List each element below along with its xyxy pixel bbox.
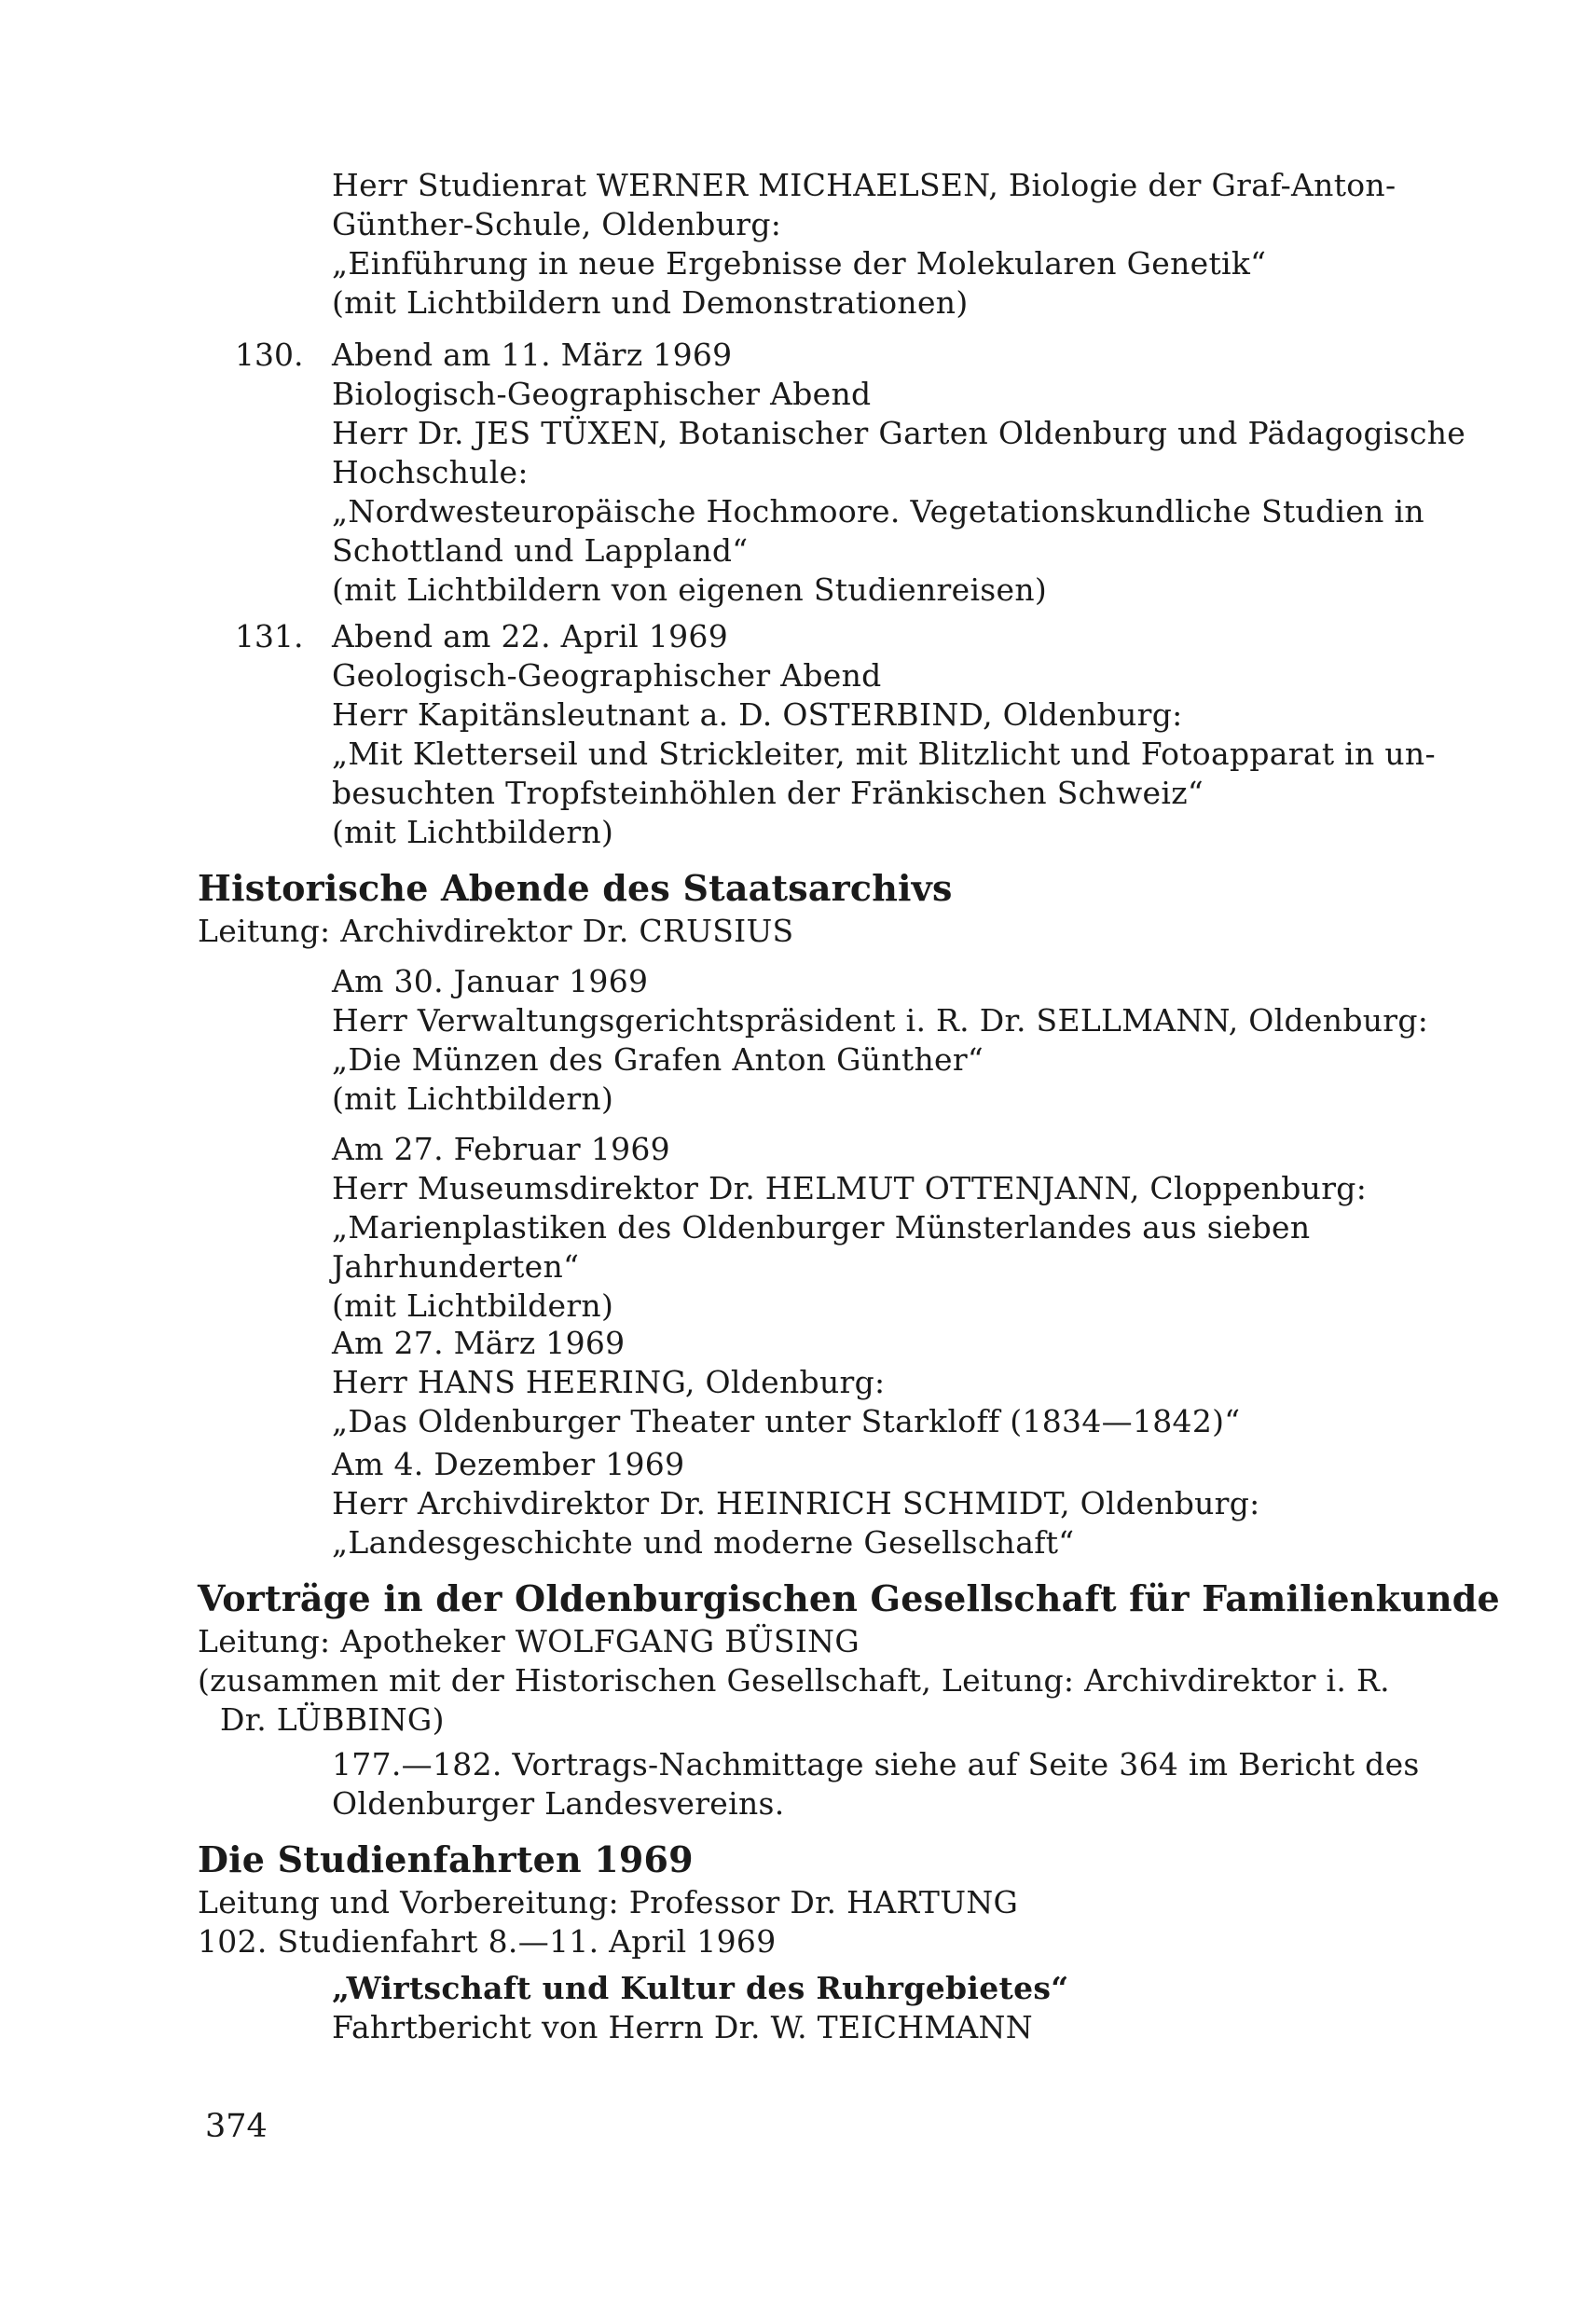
entry-line: „Nordwesteuropäische Hochmoore. Vegetationskundliche Studien in bbox=[332, 493, 1424, 530]
entry-line: „Das Oldenburger Theater unter Starkloff (1834—1842)“ bbox=[332, 1403, 1241, 1439]
section-line: (zusammen mit der Historischen Gesellschaft, Leitung: Archivdirektor i. R. bbox=[198, 1662, 1390, 1699]
section-heading: Historische Abende des Staatsarchivs bbox=[198, 867, 953, 909]
entry-number: 130. bbox=[235, 337, 304, 373]
entry-line: „Marienplastiken des Oldenburger Münsterlandes aus sieben bbox=[332, 1209, 1311, 1245]
entry-line: (mit Lichtbildern) bbox=[332, 1080, 614, 1117]
entry-line: besuchten Tropfsteinhöhlen der Fränkischen Schweiz“ bbox=[332, 775, 1204, 811]
entry-line: „Einführung in neue Ergebnisse der Molekularen Genetik“ bbox=[332, 245, 1267, 282]
section-leitung: Leitung: Archivdirektor Dr. CRUSIUS bbox=[198, 913, 794, 949]
entry-line: Herr Museumsdirektor Dr. HELMUT OTTENJANN, Cloppenburg: bbox=[332, 1170, 1368, 1206]
entry-line: Schottland und Lappland“ bbox=[332, 532, 749, 569]
entry-line: Am 27. Februar 1969 bbox=[332, 1131, 670, 1167]
entry-line: Abend am 11. März 1969 bbox=[332, 337, 733, 373]
entry-line: „Mit Kletterseil und Strickleiter, mit Blitzlicht und Fotoapparat in un- bbox=[332, 736, 1436, 772]
entry-line: Geologisch-Geographischer Abend bbox=[332, 657, 882, 694]
entry-line: Am 27. März 1969 bbox=[332, 1325, 626, 1361]
section-heading: Die Studienfahrten 1969 bbox=[198, 1838, 694, 1880]
section-heading: Vorträge in der Oldenburgischen Gesellschaft für Familienkunde bbox=[198, 1577, 1500, 1619]
entry-line: (mit Lichtbildern von eigenen Studienreisen) bbox=[332, 571, 1048, 608]
entry-line: Biologisch-Geographischer Abend bbox=[332, 376, 872, 412]
entry-line: (mit Lichtbildern) bbox=[332, 1287, 614, 1324]
entry-line: (mit Lichtbildern und Demonstrationen) bbox=[332, 284, 969, 321]
section-line: Leitung und Vorbereitung: Professor Dr. HARTUNG bbox=[198, 1884, 1019, 1920]
entry-line: Oldenburger Landesvereins. bbox=[332, 1785, 785, 1822]
entry-line: Hochschule: bbox=[332, 454, 529, 490]
entry-line: Günther-Schule, Oldenburg: bbox=[332, 206, 782, 242]
entry-line: 177.—182. Vortrags-Nachmittage siehe auf Seite 364 im Bericht des bbox=[332, 1746, 1420, 1782]
entry-line: (mit Lichtbildern) bbox=[332, 814, 614, 850]
entry-line: Herr Dr. JES TÜXEN, Botanischer Garten Oldenburg und Pädagogische bbox=[332, 415, 1466, 451]
section-line: Leitung: Apotheker WOLFGANG BÜSING bbox=[198, 1623, 860, 1659]
entry-line: Herr Archivdirektor Dr. HEINRICH SCHMIDT, Oldenburg: bbox=[332, 1485, 1260, 1521]
entry-line: Herr Verwaltungsgerichtspräsident i. R. Dr. SELLMANN, Oldenburg: bbox=[332, 1002, 1429, 1039]
entry-line: Jahrhunderten“ bbox=[332, 1248, 580, 1285]
entry-line: Herr HANS HEERING, Oldenburg: bbox=[332, 1364, 886, 1400]
section-line: 102. Studienfahrt 8.—11. April 1969 bbox=[198, 1923, 777, 1960]
entry-line: „Die Münzen des Grafen Anton Günther“ bbox=[332, 1041, 984, 1078]
entry-line: Abend am 22. April 1969 bbox=[332, 618, 728, 654]
entry-number: 131. bbox=[235, 618, 304, 654]
entry-line: Herr Kapitänsleutnant a. D. OSTERBIND, Oldenburg: bbox=[332, 696, 1183, 733]
entry-line: Herr Studienrat WERNER MICHAELSEN, Biologie der Graf-Anton- bbox=[332, 167, 1396, 203]
trip-report: Fahrtbericht von Herrn Dr. W. TEICHMANN bbox=[332, 2009, 1033, 2045]
entry-line: Am 30. Januar 1969 bbox=[332, 963, 649, 999]
section-line: Dr. LÜBBING) bbox=[220, 1701, 445, 1738]
page-number: 374 bbox=[205, 2108, 268, 2145]
entry-line: Am 4. Dezember 1969 bbox=[332, 1446, 685, 1482]
entry-line: „Landesgeschichte und moderne Gesellschaft“ bbox=[332, 1524, 1075, 1561]
trip-title: „Wirtschaft und Kultur des Ruhrgebietes“ bbox=[332, 1970, 1069, 2006]
